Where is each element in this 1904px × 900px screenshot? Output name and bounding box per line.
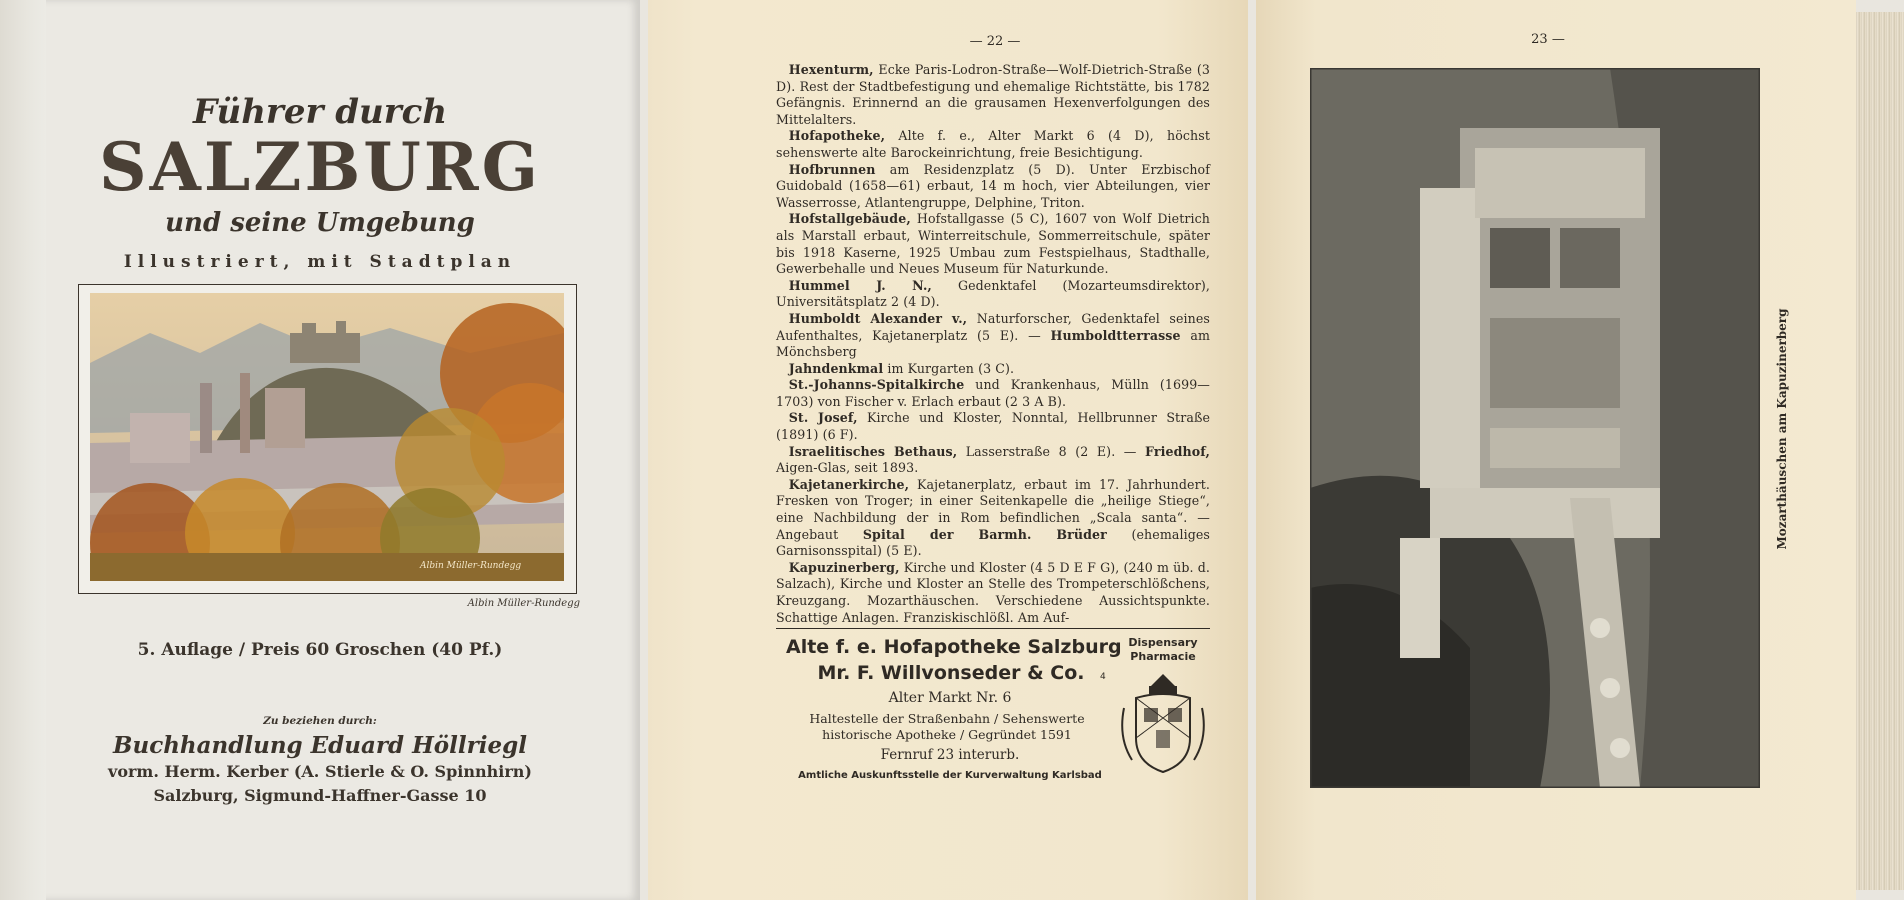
ad-line-2: historische Apotheke / Gegründet 1591 — [822, 727, 1072, 742]
cover-title-line1: Führer durch — [192, 92, 448, 132]
entry-hofstallgebaeude: Hofstallgebäude, Hofstallgasse (5 C), 1607 von Wolf Dietrich als Marstall erbaut, Winterreitschule, Sommerreitschule, später bis 1918 Kaserne, 1925 Umbau zum Festspielhaus, Stadthalle, Gewerbehalle und Neues Museum für Naturkunde. — [776, 211, 1210, 277]
entry-humboldt: Humboldt Alexander v., Naturforscher, Gedenktafel seines Aufenthaltes, Kajetanerplatz (5 E). — Humboldtterrasse am Mönchsberg — [776, 310, 1211, 360]
entry-hexenturm: Hexenturm, Ecke Paris-Lodron-Straße—Wolf-Dietrich-Straße (3 D). Rest der Stadtbefestigung und ehemalige Richtstätte, bis 1782 Gefängnis. Erinnernd an die grausamen Hexenverfolgungen des Mittelalters. — [776, 62, 1210, 127]
page-number-23: 23 — — [1531, 32, 1565, 47]
cover-publisher-line2: vorm. Herm. Kerber (A. Stierle & O. Spinnhirn) — [108, 762, 532, 781]
ad-line-1: Haltestelle der Straßenbahn / Sehenswerte — [809, 711, 1085, 726]
entry-johannsspital: St.-Johanns-Spitalkirche und Krankenhaus, Mülln (1699—1703) von Fischer v. Erlach erbaut (2 3 A B). — [776, 377, 1210, 409]
ad-divider — [776, 628, 1210, 629]
entry-hofbrunnen: Hofbrunnen am Residenzplatz (5 D). Unter Erzbischof Guidobald (1658—61) erbaut, 14 m hoch, vier Abteilungen, vier Wasserrosse, Atlantengruppe, Delphine, Triton. — [776, 161, 1210, 210]
cover-subtitle: Illustriert, mit Stadtplan — [123, 252, 517, 272]
ad-footer: Amtliche Auskunftsstelle der Kurverwaltung Karlsbad — [798, 770, 1102, 781]
book-cover — [0, 0, 640, 900]
cover-obtain-label: Zu beziehen durch: — [263, 715, 377, 727]
photo-caption: Mozarthäuschen am Kapuzinerberg — [1775, 308, 1789, 550]
ad-phone: Fernruf 23 interurb. — [880, 747, 1020, 763]
cover-publisher: Buchhandlung Eduard Höllriegl — [113, 732, 527, 759]
ad-title-2: Mr. F. Willvonseder & Co. — [817, 662, 1085, 684]
entry-jahndenkmal: Jahndenkmal im Kurgarten (3 C). — [788, 360, 1015, 376]
entry-kajetanerkirche: Kajetanerkirche, Kajetanerplatz, erbaut im 17. Jahrhundert. Fresken von Troger; in einer Seitenkapelle die „heilige Stiege“, eine Nachbildung der in Rom befindlichen „Scala santa“. — Angebaut Spital der Barmh. Brüder (ehemaliges Garnisonsspital) (5 E). — [776, 476, 1210, 559]
ad-tag-pharmacie: Pharmacie — [1130, 650, 1196, 663]
ad-mark: 4 — [1100, 672, 1106, 682]
photo-caption-container — [1772, 300, 1794, 560]
page-edges — [1856, 12, 1904, 890]
photo-mozarthaeuschen — [1310, 68, 1760, 788]
ad-address: Alter Markt Nr. 6 — [888, 690, 1012, 706]
ad-tag-dispensary: Dispensary — [1128, 636, 1198, 649]
cover-title-line3: und seine Umgebung — [165, 208, 475, 238]
cover-publisher-line3: Salzburg, Sigmund-Haffner-Gasse 10 — [153, 786, 487, 805]
entry-hofapotheke: Hofapotheke, Alte f. e., Alter Markt 6 (4 D), höchst sehenswerte alte Barockeinrichtung, freie Besichtigung. — [776, 128, 1210, 160]
cover-painting — [90, 293, 564, 581]
cover-title-main: SALZBURG — [98, 128, 541, 206]
entry-kapuzinerberg: Kapuzinerberg, Kirche und Kloster (4 5 D E F G), (240 m üb. d. Salzach), Kirche und Kloster an Stelle des Trompeterschlößchens, Kreuzgang. Mozarthäuschen. Verschiedene Aussichtspunkte. Schattige Anlagen. Franziskischlößl. Am Auf- — [776, 559, 1211, 625]
page-number-22: — 22 — — [969, 34, 1021, 49]
cover-edition: 5. Auflage / Preis 60 Groschen (40 Pf.) — [137, 640, 503, 660]
artist-credit: Albin Müller-Rundegg — [467, 598, 580, 609]
coat-of-arms-icon — [1116, 668, 1210, 778]
entry-hummel: Hummel J. N., Gedenktafel (Mozarteumsdirektor), Universitätsplatz 2 (4 D). — [776, 277, 1210, 310]
ad-title-1: Alte f. e. Hofapotheke Salzburg — [786, 636, 1122, 658]
painting-signature: Albin Müller-Rundegg — [420, 561, 522, 571]
page-22-text — [776, 62, 1210, 626]
entry-bethaus: Israelitisches Bethaus, Lasserstraße 8 (2 E). — Friedhof, Aigen-Glas, seit 1893. — [776, 443, 1210, 476]
entry-st-josef: St. Josef, Kirche und Kloster, Nonntal, Hellbrunner Straße (1891) (6 F). — [776, 410, 1211, 443]
